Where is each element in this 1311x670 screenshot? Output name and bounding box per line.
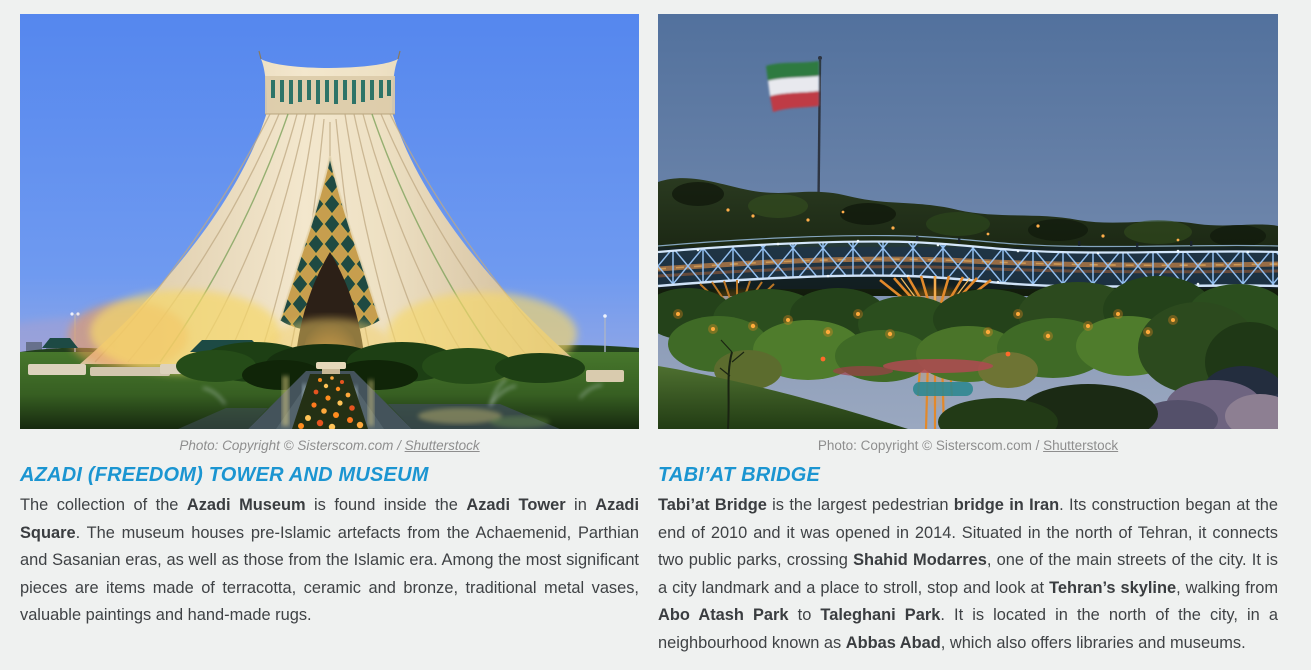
tabiat-bridge-illustration <box>658 14 1278 429</box>
section-heading-azadi: AZADI (FREEDOM) TOWER AND MUSEUM <box>20 464 429 486</box>
caption-text: Photo: Copyright © Sisterscom.com / <box>817 438 1044 453</box>
shutterstock-link[interactable]: Shutterstock <box>1043 438 1119 453</box>
shutterstock-link[interactable]: Shutterstock <box>404 438 480 453</box>
photo-caption <box>658 436 1278 455</box>
section-paragraph-azadi: The collection of the Azadi Museum is found inside the Azadi Tower in Azadi Square. The museum houses pre-Islamic artefacts from the Achaemenid, Parthian and Sasanian eras, as well as those from the Islamic era. Among the most significant pieces are items made of terracotta, ceramic and bronze, traditional metal vases, valuable paintings and hand-made rugs. <box>20 496 639 624</box>
tabiat-bridge-photo <box>658 14 1278 429</box>
article-column-tabiat <box>658 14 1278 657</box>
azadi-tower-illustration <box>20 14 639 429</box>
caption-text: Photo: Copyright © Sisterscom.com / <box>179 438 405 453</box>
section-paragraph-tabiat: Tabi’at Bridge is the largest pedestrian bridge in Iran. Its construction began at the end of 2010 and it was opened in 2014. Situated in the north of Tehran, it connects two public parks, crossing Shahid Modarres, one of the main streets of the city. It is a city landmark and a place to stroll, stop and look at Tehran’s skyline, walking from Abo Atash Park to Taleghani Park. It is located in the north of the city, in a neighbourhood known as Abbas Abad, which also offers libraries and museums. <box>658 496 1279 652</box>
stone-bench <box>316 362 346 369</box>
section-heading-tabiat: TABI’AT BRIDGE <box>658 464 821 486</box>
article-column-azadi <box>20 14 639 630</box>
photo-caption <box>20 436 639 455</box>
azadi-tower-photo <box>20 14 639 429</box>
